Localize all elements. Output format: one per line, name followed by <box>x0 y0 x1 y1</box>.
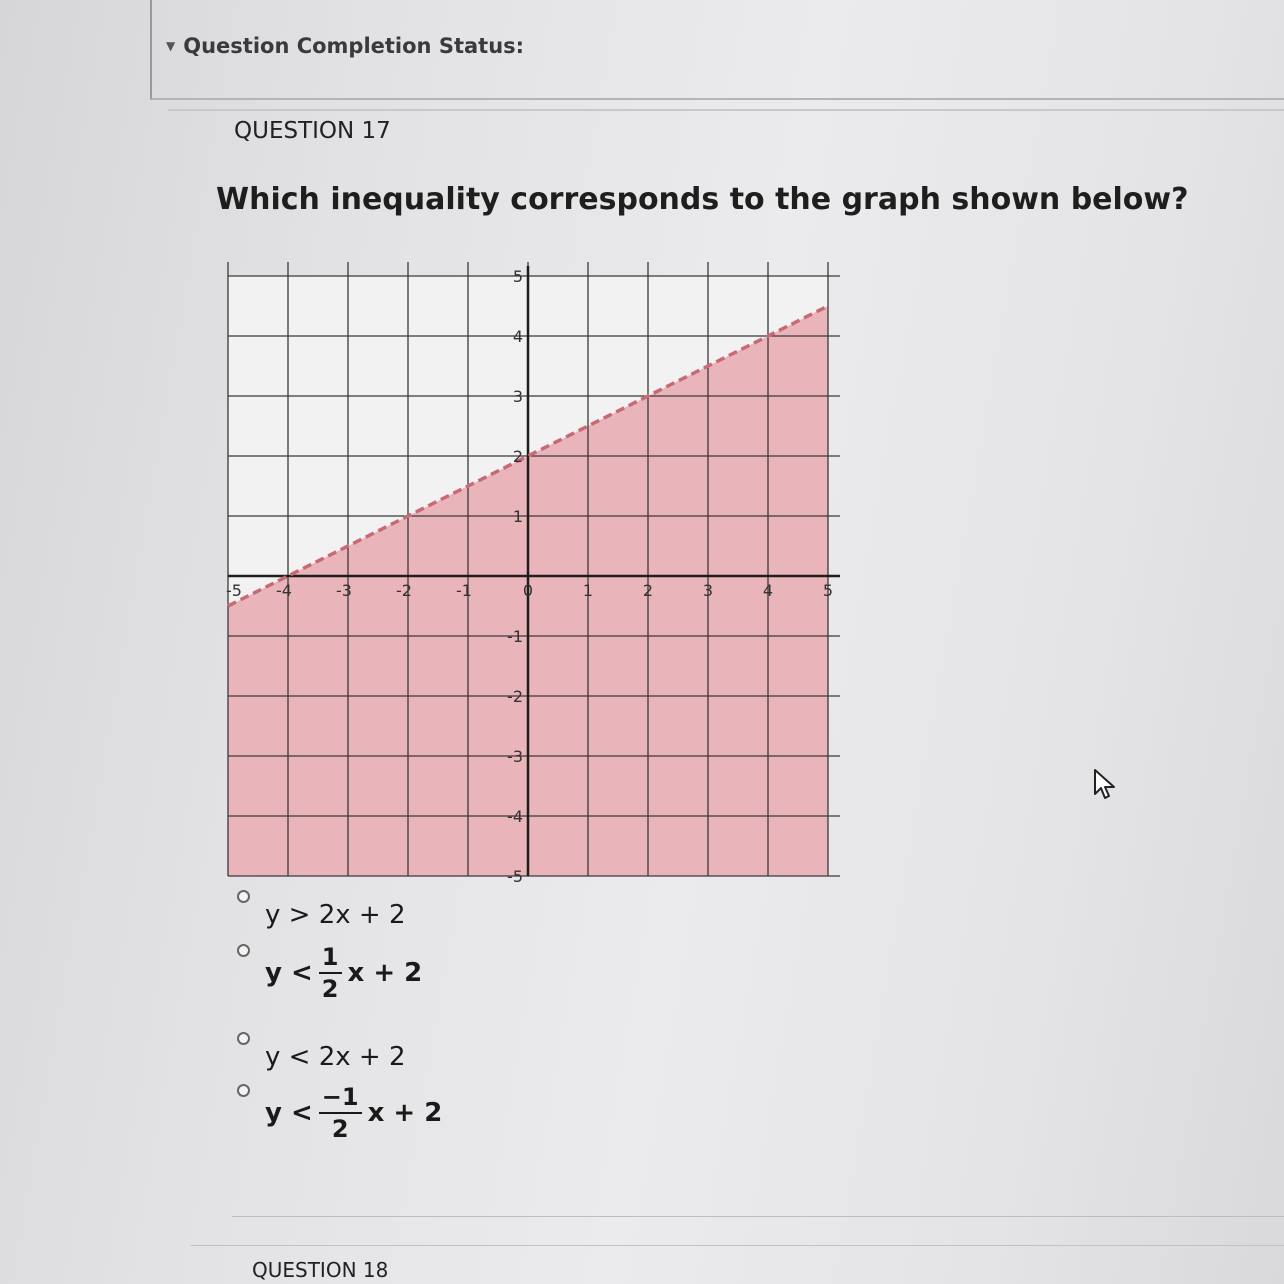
x-tick-label: 0 <box>522 581 534 600</box>
completion-status-label: Question Completion Status: <box>183 34 525 58</box>
y-tick-label: -4 <box>507 807 523 826</box>
question-text: Which inequality corresponds to the graph shown below? <box>216 182 1189 217</box>
choice-4-math <box>265 1084 442 1142</box>
choice-3-text: y < 2x + 2 <box>265 1042 406 1072</box>
mouse-pointer-icon <box>1093 768 1119 802</box>
y-tick-label: 3 <box>512 387 523 406</box>
x-tick-label: -2 <box>396 581 412 600</box>
y-tick-label: -3 <box>507 747 523 766</box>
completion-status-toggle[interactable] <box>166 34 524 58</box>
choice-2-suffix: x + 2 <box>347 958 423 988</box>
x-tick-label: -3 <box>336 581 352 600</box>
x-tick-label: 4 <box>762 581 774 600</box>
y-tick-label: 2 <box>512 447 523 466</box>
x-tick-label: -5 <box>226 581 242 600</box>
divider <box>168 109 1284 111</box>
completion-status-box <box>150 0 1284 100</box>
next-question-number: QUESTION 18 <box>252 1258 389 1282</box>
y-tick-label: 4 <box>512 327 523 346</box>
radio-button[interactable] <box>237 890 250 903</box>
choice-4-prefix: y < <box>265 1098 313 1128</box>
y-tick-label: 5 <box>512 267 523 286</box>
y-tick-label: -1 <box>507 627 523 646</box>
radio-button[interactable] <box>237 1084 250 1097</box>
question-number: QUESTION 17 <box>234 118 391 144</box>
fraction-numerator: −1 <box>319 1084 362 1114</box>
x-tick-label: 5 <box>822 581 834 600</box>
divider <box>190 1245 1284 1246</box>
x-tick-label: 2 <box>642 581 654 600</box>
x-tick-label: -1 <box>456 581 472 600</box>
fraction-denominator: 2 <box>321 975 339 1003</box>
radio-button[interactable] <box>237 944 250 957</box>
y-tick-label: -5 <box>507 867 523 886</box>
choice-2-math <box>265 944 422 1002</box>
fraction-denominator: 2 <box>331 1115 349 1143</box>
choice-4-suffix: x + 2 <box>367 1098 443 1128</box>
fraction <box>319 1084 362 1142</box>
fraction <box>319 944 342 1002</box>
choice-2-prefix: y < <box>265 958 313 988</box>
fraction-numerator: 1 <box>319 944 342 974</box>
divider <box>232 1216 1284 1217</box>
choice-1-text: y > 2x + 2 <box>265 900 406 930</box>
x-tick-label: 3 <box>702 581 714 600</box>
y-tick-label: -2 <box>507 687 523 706</box>
inequality-graph <box>220 258 845 888</box>
radio-button[interactable] <box>237 1032 250 1045</box>
y-tick-label: 1 <box>512 507 523 526</box>
x-tick-label: -4 <box>276 581 292 600</box>
caret-down-icon: ▼ <box>166 39 176 53</box>
x-tick-label: 1 <box>582 581 594 600</box>
